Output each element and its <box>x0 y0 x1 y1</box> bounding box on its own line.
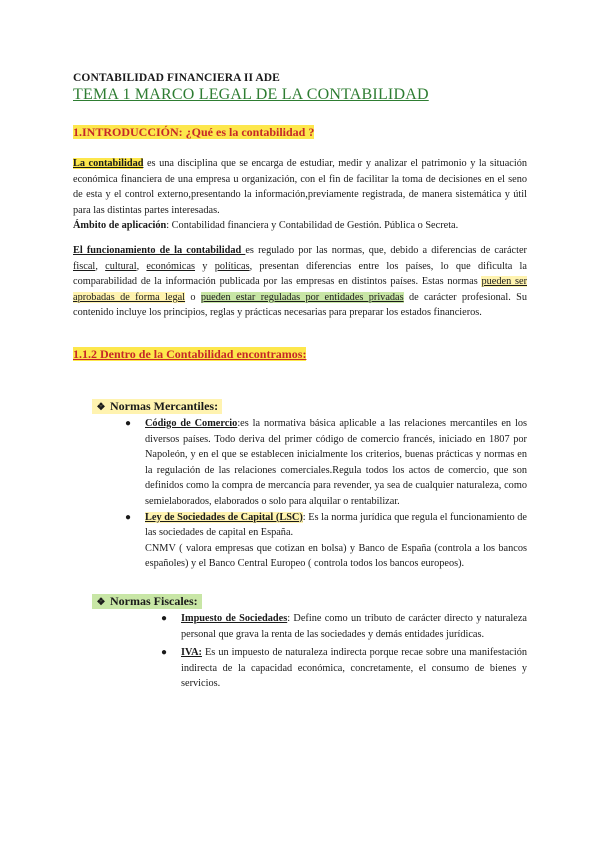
diamond-bullet-icon: ❖ <box>96 597 106 608</box>
term-lsc: Ley de Sociedades de Capital (LSC) <box>145 511 303 523</box>
word-cultural: cultural <box>105 260 137 272</box>
codigo-comercio-text: :es la normativa básica aplicable a las relaciones mercantiles en los diversos países. Todo deriva del primer código de comercio francés, iniciado en 1807 por Napoleón, y en el que se establecen inicialmente los criterios, buenas prácticas y normas en la regulación de las relaciones comerciales.Regula todos los actos de comercio, que son definidos como la compra de mercancía para revender, ya sea de cualquier naturaleza, como semielaborados, elaborados o solo para alquilar o rentabilizar. <box>145 418 527 507</box>
fiscales-list <box>161 611 527 692</box>
term-funcionamiento: El funcionamiento de la contabilidad <box>73 245 246 256</box>
impuesto-sociedades-text: : Define como un tributo de carácter directo y naturaleza personal que grava la renta de las sociedades y demás entidades jurídicas. <box>181 613 527 640</box>
word-economicas: económicas <box>146 260 196 272</box>
fiscales-heading-text: Normas Fiscales: <box>110 594 198 608</box>
p2-part-a: es regulado por las normas, que, debido a diferencias de carácter <box>245 245 527 256</box>
intro-heading <box>73 125 527 140</box>
list-item <box>161 611 527 642</box>
iva-text: Es un impuesto de naturaleza indirecta porque recae sobre una manifestación indirecta de la capacidad económica, concretamente, el consumo de bienes y servicios. <box>181 647 527 690</box>
highlight-legal: pueden ser aprobadas de forma legal <box>73 276 527 303</box>
section-fiscales-heading <box>92 594 202 609</box>
highlight-privadas: pueden estar reguladas por entidades privadas <box>200 291 404 303</box>
term-impuesto-sociedades: Impuesto de Sociedades <box>181 613 288 624</box>
word-politicas: políticas <box>214 260 250 272</box>
term-codigo-comercio: Código de Comercio <box>145 418 238 429</box>
scope-label: Ámbito de aplicación <box>73 220 167 232</box>
term-contabilidad: La contabilidad <box>73 158 144 169</box>
intro-paragraph-1 <box>73 156 527 234</box>
p2-o: o <box>185 291 201 303</box>
section-mercantiles-heading <box>92 399 222 414</box>
lsc-text: : Es la norma jurídica que regula el funcionamiento de las sociedades de capital en España. <box>145 511 527 539</box>
subsection-heading-text: 1.1.2 Dentro de la Contabilidad encontramos: <box>73 347 307 361</box>
p2-part-c: de carácter profesional. Su contenido incluye los principios, reglas y prácticas necesarias para preparar los estados financieros. <box>73 291 527 319</box>
round-bullet-icon: ● <box>161 647 168 659</box>
intro-p1-text: es una disciplina que se encarga de estudiar, medir y analizar el patrimonio y la situación económica financiera de una empresa u organización, con el fin de facilitar la toma de decisiones en el seno de esta y el control externo,presentando la información,previamente registrada, de manera sistemática y útil para las distintas partes interesadas. <box>73 158 527 216</box>
round-bullet-icon: ● <box>125 511 132 523</box>
subsection-heading <box>73 347 527 362</box>
intro-heading-text: 1.INTRODUCCIÓN: ¿Qué es la contabilidad ? <box>73 125 315 139</box>
scope-text: : Contabilidad financiera y Contabilidad de Gestión. Pública o Secreta. <box>166 220 459 232</box>
p2-part-b: , presentan diferencias entre los países, lo que dificulta la comparabilidad de la información publicada por las empresas en distintos países. Estas normas <box>73 260 527 288</box>
intro-paragraph-2: El funcionamiento de la contabilidad es regulado por las normas, que, debido a diferencias de carácter fiscal, cultural, económicas y políticas, presentan diferencias entre los países, lo que dificulta la comparabilidad de la información publicada por las empresas en distintos países. Estas normas pueden ser aprobadas de forma legal o pueden estar reguladas por entidades privadas de carácter profesional. Su contenido incluye los principios, reglas y prácticas necesarias para preparar los estados financieros. <box>73 245 527 319</box>
list-item <box>125 510 527 572</box>
mercantiles-heading-text: Normas Mercantiles: <box>110 399 219 413</box>
mercantiles-list <box>125 416 527 572</box>
diamond-bullet-icon: ❖ <box>96 402 106 413</box>
page-title: TEMA 1 MARCO LEGAL DE LA CONTABILIDAD <box>73 86 429 103</box>
lsc-extra-text: CNMV ( valora empresas que cotizan en bolsa) y Banco de España (controla a los bancos españoles) y el Banco Central Europeo ( controla todos los bancos europeos). <box>145 542 527 570</box>
word-fiscal: fiscal <box>73 260 96 272</box>
course-title: CONTABILIDAD FINANCIERA II ADE <box>73 72 280 84</box>
round-bullet-icon: ● <box>161 613 168 624</box>
term-iva: IVA: <box>181 647 202 659</box>
round-bullet-icon: ● <box>125 418 132 429</box>
word-y: y <box>195 260 215 272</box>
list-item <box>161 645 527 692</box>
list-item <box>125 416 527 510</box>
